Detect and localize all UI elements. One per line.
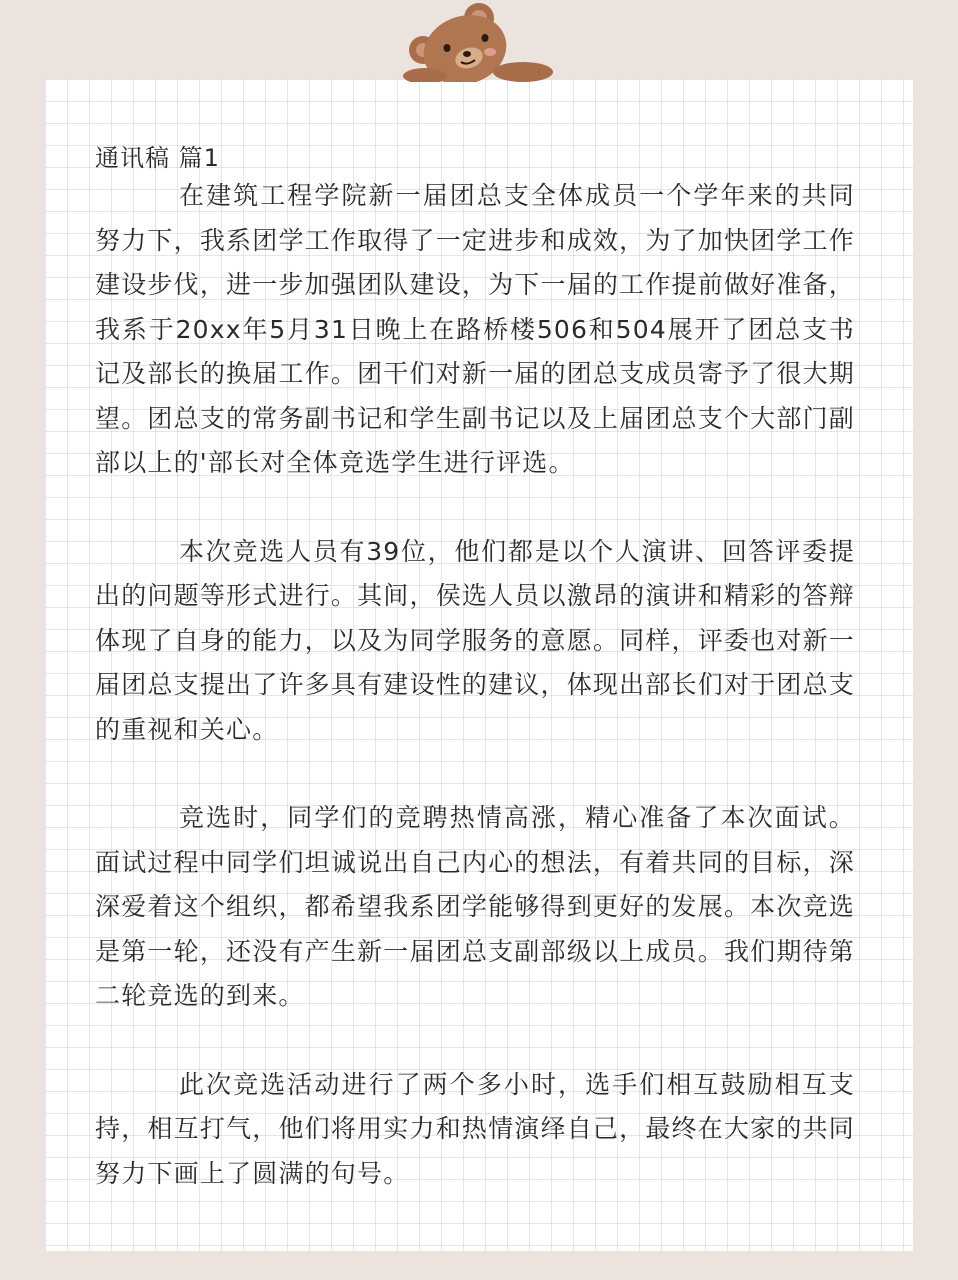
paragraph: 在建筑工程学院新一届团总支全体成员一个学年来的共同努力下，我系团学工作取得了一定进步和成效，为了加快团学工作建设步伐，进一步加强团队建设，为下一届的工作提前做好准备，我系于20xx年5月31日晚上在路桥楼506和504展开了团总支书记及部长的换届工作。团干们对新一届的团总支成员寄予了很大期望。团总支的常务副书记和学生副书记以及上届团总支个大部门副部以上的'部长对全体竞选学生进行评选。 [95,181,855,477]
teddy-bear-icon [395,0,565,82]
document-title: 通讯稿 篇1 [95,144,220,172]
paragraph: 此次竞选活动进行了两个多小时，选手们相互鼓励相互支持，相互打气，他们将用实力和热情演绎自己，最终在大家的共同努力下画上了圆满的句号。 [95,1069,855,1188]
paragraph: 竞选时，同学们的竞聘热情高涨，精心准备了本次面试。面试过程中同学们坦诚说出自己内心的想法，有着共同的目标，深深爱着这个组织，都希望我系团学能够得到更好的发展。本次竞选是第一轮，还没有产生新一届团总支副部级以上成员。我们期待第二轮竞选的到来。 [95,803,855,1010]
paragraph: 本次竞选人员有39位，他们都是以个人演讲、回答评委提出的问题等形式进行。其间，侯选人员以激昂的演讲和精彩的答辩体现了自身的能力，以及为同学服务的意愿。同样，评委也对新一届团总支提出了许多具有建设性的建议，体现出部长们对于团总支的重视和关心。 [95,536,855,744]
document-body [95,142,855,1240]
